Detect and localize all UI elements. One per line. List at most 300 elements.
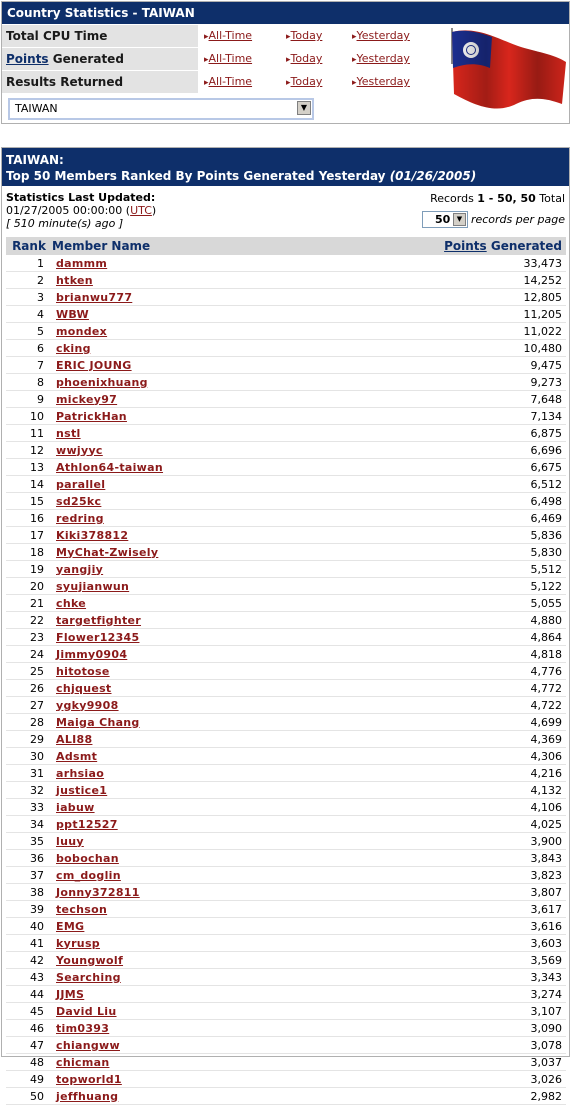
member-points: 6,512	[432, 476, 566, 493]
chevron-down-icon[interactable]: ▼	[297, 101, 311, 115]
link-results-today[interactable]: ▸Today	[286, 75, 323, 88]
table-row	[6, 850, 566, 867]
member-points: 3,078	[432, 1037, 566, 1054]
table-row	[6, 612, 566, 629]
member-name-cell	[52, 986, 432, 1003]
member-name-link[interactable]: yangjiy	[56, 562, 104, 576]
member-name-cell	[52, 544, 432, 561]
table-row	[6, 510, 566, 527]
member-name-link[interactable]: ALI88	[56, 732, 93, 746]
table-row	[6, 476, 566, 493]
arrow-right-icon: ▸	[286, 32, 291, 42]
member-points: 4,772	[432, 680, 566, 697]
member-name-link[interactable]: phoenixhuang	[56, 375, 148, 389]
table-row	[6, 986, 566, 1003]
stat-row-cpu-time	[2, 25, 446, 47]
chevron-down-icon[interactable]: ▼	[453, 213, 466, 226]
table-row	[6, 714, 566, 731]
member-rank: 38	[6, 884, 52, 901]
country-statistics-panel	[1, 1, 570, 124]
member-rank: 10	[6, 408, 52, 425]
member-name-cell	[52, 646, 432, 663]
member-name-link[interactable]: chiangww	[56, 1038, 120, 1052]
utc-link[interactable]: UTC	[130, 204, 152, 217]
link-points-today[interactable]: ▸Today	[286, 52, 323, 65]
member-rank: 12	[6, 442, 52, 459]
member-rank: 48	[6, 1054, 52, 1071]
member-name-link[interactable]: jeffhuang	[56, 1089, 119, 1103]
member-rank: 14	[6, 476, 52, 493]
member-points: 2,982	[432, 1088, 566, 1105]
member-points: 11,022	[432, 323, 566, 340]
member-rank: 37	[6, 867, 52, 884]
table-row	[6, 357, 566, 374]
member-name-cell	[52, 425, 432, 442]
column-rank: Rank	[6, 237, 52, 255]
member-points: 4,699	[432, 714, 566, 731]
table-row	[6, 663, 566, 680]
member-name-cell	[52, 527, 432, 544]
member-points: 3,274	[432, 986, 566, 1003]
table-row	[6, 799, 566, 816]
member-name-link[interactable]: ppt12527	[56, 817, 118, 831]
member-points: 3,343	[432, 969, 566, 986]
member-name-link[interactable]: MyChat-Zwisely	[56, 545, 159, 559]
member-name-cell	[52, 918, 432, 935]
ranking-country: TAIWAN:	[6, 153, 64, 167]
member-name-cell	[52, 935, 432, 952]
member-name-link[interactable]: htken	[56, 273, 93, 287]
member-name-cell	[52, 340, 432, 357]
member-points: 3,090	[432, 1020, 566, 1037]
table-row	[6, 816, 566, 833]
link-results-all-time[interactable]: ▸All-Time	[204, 75, 253, 88]
arrow-right-icon: ▸	[204, 78, 209, 88]
member-name-link[interactable]: cking	[56, 341, 91, 355]
member-name-cell	[52, 442, 432, 459]
table-row	[6, 561, 566, 578]
member-rank: 20	[6, 578, 52, 595]
table-row	[6, 833, 566, 850]
link-results-yesterday[interactable]: ▸Yesterday	[352, 75, 410, 88]
member-points: 6,675	[432, 459, 566, 476]
member-rank: 44	[6, 986, 52, 1003]
member-name-cell	[52, 680, 432, 697]
table-row	[6, 867, 566, 884]
member-name-cell	[52, 952, 432, 969]
member-rank: 21	[6, 595, 52, 612]
member-name-cell	[52, 357, 432, 374]
records-per-page	[422, 211, 565, 229]
member-name-cell	[52, 765, 432, 782]
member-name-link[interactable]: syujianwun	[56, 579, 130, 593]
member-name-cell	[52, 323, 432, 340]
member-points: 6,469	[432, 510, 566, 527]
member-name-link[interactable]: topworld1	[56, 1072, 122, 1086]
member-name-cell	[52, 1037, 432, 1054]
member-name-cell	[52, 782, 432, 799]
arrow-right-icon: ▸	[352, 78, 357, 88]
stat-row-results	[2, 71, 446, 93]
member-rank: 24	[6, 646, 52, 663]
member-name-cell	[52, 1020, 432, 1037]
member-points: 6,875	[432, 425, 566, 442]
panel-title: Country Statistics - TAIWAN	[2, 2, 569, 24]
member-points: 4,722	[432, 697, 566, 714]
member-name-cell	[52, 884, 432, 901]
member-rank: 29	[6, 731, 52, 748]
table-row	[6, 901, 566, 918]
member-rank: 18	[6, 544, 52, 561]
country-select[interactable]	[8, 98, 314, 120]
records-summary: Records 1 - 50, 50 Total	[430, 192, 565, 205]
table-row	[6, 646, 566, 663]
member-name-cell	[52, 493, 432, 510]
member-name-link[interactable]: sd25kc	[56, 494, 102, 508]
member-rank: 23	[6, 629, 52, 646]
member-points: 9,475	[432, 357, 566, 374]
table-header-row	[6, 237, 566, 255]
member-points: 7,134	[432, 408, 566, 425]
member-name-cell	[52, 561, 432, 578]
member-name-cell	[52, 867, 432, 884]
arrow-right-icon: ▸	[204, 32, 209, 42]
member-rank: 49	[6, 1071, 52, 1088]
member-name-link[interactable]: Kiki378812	[56, 528, 129, 542]
member-rank: 4	[6, 306, 52, 323]
member-rank: 8	[6, 374, 52, 391]
member-name-link[interactable]: cm_doglin	[56, 868, 121, 882]
member-name-link[interactable]: mickey97	[56, 392, 118, 406]
stat-label-points: Points Generated	[2, 48, 198, 70]
table-row	[6, 952, 566, 969]
member-points: 14,252	[432, 272, 566, 289]
table-row	[6, 578, 566, 595]
member-name-cell	[52, 374, 432, 391]
table-row	[6, 1088, 566, 1105]
member-points: 4,880	[432, 612, 566, 629]
table-row	[6, 493, 566, 510]
member-name-cell	[52, 476, 432, 493]
table-row	[6, 969, 566, 986]
member-points: 6,696	[432, 442, 566, 459]
member-rank: 11	[6, 425, 52, 442]
member-rank: 19	[6, 561, 52, 578]
member-points: 9,273	[432, 374, 566, 391]
member-name-link[interactable]: Jimmy0904	[56, 647, 128, 661]
table-row	[6, 680, 566, 697]
member-rank: 22	[6, 612, 52, 629]
member-name-link[interactable]: Flower12345	[56, 630, 140, 644]
member-name-cell	[52, 629, 432, 646]
member-points: 4,025	[432, 816, 566, 833]
table-row	[6, 697, 566, 714]
member-rank: 36	[6, 850, 52, 867]
member-name-link[interactable]: Athlon64-taiwan	[56, 460, 164, 474]
member-points: 5,055	[432, 595, 566, 612]
member-name-link[interactable]: brianwu777	[56, 290, 133, 304]
table-row	[6, 255, 566, 272]
member-name-cell	[52, 408, 432, 425]
taiwan-flag-icon	[446, 24, 569, 123]
records-per-page-select[interactable]: 50 ▼	[422, 211, 468, 228]
member-points: 4,216	[432, 765, 566, 782]
arrow-right-icon: ▸	[352, 32, 357, 42]
member-name-link[interactable]: EMG	[56, 919, 85, 933]
member-name-link[interactable]: chicman	[56, 1055, 110, 1069]
member-name-link[interactable]: PatrickHan	[56, 409, 127, 423]
member-rank: 43	[6, 969, 52, 986]
member-rank: 50	[6, 1088, 52, 1105]
member-name-cell	[52, 816, 432, 833]
member-rank: 39	[6, 901, 52, 918]
member-rank: 9	[6, 391, 52, 408]
member-points: 5,836	[432, 527, 566, 544]
link-points-all-time[interactable]: ▸All-Time	[204, 52, 253, 65]
member-points: 4,306	[432, 748, 566, 765]
member-name-link[interactable]: JJMS	[56, 987, 85, 1001]
member-name-link[interactable]: iabuw	[56, 800, 95, 814]
member-name-link[interactable]: justice1	[56, 783, 108, 797]
ranking-table	[6, 237, 566, 1105]
member-points: 6,498	[432, 493, 566, 510]
table-row	[6, 765, 566, 782]
member-name-link[interactable]: ygky9908	[56, 698, 119, 712]
member-name-link[interactable]: Searching	[56, 970, 121, 984]
arrow-right-icon: ▸	[286, 78, 291, 88]
member-points: 4,106	[432, 799, 566, 816]
member-rank: 42	[6, 952, 52, 969]
table-row	[6, 323, 566, 340]
member-points: 4,818	[432, 646, 566, 663]
table-row	[6, 306, 566, 323]
member-name-link[interactable]: wwjyyc	[56, 443, 103, 457]
member-name-link[interactable]: chke	[56, 596, 87, 610]
member-name-cell	[52, 459, 432, 476]
member-points: 3,603	[432, 935, 566, 952]
member-rank: 34	[6, 816, 52, 833]
arrow-right-icon: ▸	[286, 55, 291, 65]
member-name-cell	[52, 799, 432, 816]
member-name-link[interactable]: Jonny372811	[56, 885, 140, 899]
member-name-cell	[52, 1054, 432, 1071]
link-points-yesterday[interactable]: ▸Yesterday	[352, 52, 410, 65]
member-points: 33,473	[432, 255, 566, 272]
member-rank: 25	[6, 663, 52, 680]
stat-label-cpu-time: Total CPU Time	[2, 25, 198, 47]
member-rank: 45	[6, 1003, 52, 1020]
member-rank: 2	[6, 272, 52, 289]
member-rank: 33	[6, 799, 52, 816]
member-rank: 7	[6, 357, 52, 374]
ranking-title: Top 50 Members Ranked By Points Generated Yesterday (01/26/2005)	[6, 169, 477, 183]
member-name-cell	[52, 510, 432, 527]
member-name-cell	[52, 391, 432, 408]
arrow-right-icon: ▸	[204, 55, 209, 65]
arrow-right-icon: ▸	[352, 55, 357, 65]
member-name-link[interactable]: targetfighter	[56, 613, 142, 627]
table-row	[6, 408, 566, 425]
ranking-header	[2, 148, 569, 186]
member-name-link[interactable]: bobochan	[56, 851, 119, 865]
member-rank: 41	[6, 935, 52, 952]
member-ranking-panel	[1, 147, 570, 1103]
member-rank: 16	[6, 510, 52, 527]
member-name-cell	[52, 833, 432, 850]
member-points: 3,807	[432, 884, 566, 901]
member-name-cell	[52, 714, 432, 731]
member-name-cell	[52, 595, 432, 612]
member-points: 4,132	[432, 782, 566, 799]
member-name-cell	[52, 731, 432, 748]
member-points: 3,823	[432, 867, 566, 884]
member-rank: 5	[6, 323, 52, 340]
member-name-cell	[52, 612, 432, 629]
member-points: 5,512	[432, 561, 566, 578]
member-name-link[interactable]: David Liu	[56, 1004, 117, 1018]
member-points: 12,805	[432, 289, 566, 306]
member-name-cell	[52, 255, 432, 272]
member-rank: 46	[6, 1020, 52, 1037]
member-name-cell	[52, 289, 432, 306]
member-points: 10,480	[432, 340, 566, 357]
member-rank: 30	[6, 748, 52, 765]
table-row	[6, 289, 566, 306]
table-row	[6, 1071, 566, 1088]
table-row	[6, 884, 566, 901]
table-row	[6, 374, 566, 391]
table-row	[6, 918, 566, 935]
member-rank: 28	[6, 714, 52, 731]
member-name-link[interactable]: redring	[56, 511, 104, 525]
member-points: 3,900	[432, 833, 566, 850]
member-rank: 47	[6, 1037, 52, 1054]
ranking-rows	[6, 255, 566, 1105]
member-name-cell	[52, 1003, 432, 1020]
ranking-date: (01/26/2005)	[389, 169, 477, 183]
member-name-cell	[52, 901, 432, 918]
member-points: 4,864	[432, 629, 566, 646]
member-rank: 26	[6, 680, 52, 697]
member-rank: 6	[6, 340, 52, 357]
member-name-cell	[52, 272, 432, 289]
member-name-link[interactable]: WBW	[56, 307, 89, 321]
member-name-link[interactable]: techson	[56, 902, 108, 916]
column-member-name: Member Name	[52, 237, 432, 255]
member-points: 4,369	[432, 731, 566, 748]
table-row	[6, 1020, 566, 1037]
table-row	[6, 425, 566, 442]
member-rank: 35	[6, 833, 52, 850]
table-row	[6, 595, 566, 612]
member-name-link[interactable]: luuy	[56, 834, 84, 848]
country-select-value: TAIWAN	[15, 102, 58, 115]
last-updated-info: Statistics Last Updated: 01/27/2005 00:00:00 (UTC) [ 510 minute(s) ago ]	[6, 191, 157, 230]
member-rank: 32	[6, 782, 52, 799]
member-name-cell	[52, 1071, 432, 1088]
table-row	[6, 340, 566, 357]
member-name-link[interactable]: chjquest	[56, 681, 112, 695]
member-name-link[interactable]: Adsmt	[56, 749, 98, 763]
member-name-link[interactable]: ERIC JOUNG	[56, 358, 132, 372]
member-rank: 1	[6, 255, 52, 272]
points-sort-link[interactable]: Points	[444, 239, 487, 253]
member-rank: 15	[6, 493, 52, 510]
table-row	[6, 527, 566, 544]
member-points: 5,122	[432, 578, 566, 595]
member-rank: 27	[6, 697, 52, 714]
table-row	[6, 272, 566, 289]
table-row	[6, 1037, 566, 1054]
minutes-ago: [ 510 minute(s) ago ]	[6, 217, 124, 230]
table-row	[6, 544, 566, 561]
table-row	[6, 459, 566, 476]
link-cpu-all-time[interactable]: ▸All-Time	[204, 29, 253, 42]
table-row	[6, 935, 566, 952]
table-row	[6, 1003, 566, 1020]
member-name-link[interactable]: parallel	[56, 477, 106, 491]
table-row	[6, 442, 566, 459]
member-name-link[interactable]: dammm	[56, 256, 108, 270]
member-points: 7,648	[432, 391, 566, 408]
member-points: 11,205	[432, 306, 566, 323]
member-points: 3,843	[432, 850, 566, 867]
points-link[interactable]: Points	[6, 52, 49, 66]
member-name-link[interactable]: Youngwolf	[56, 953, 124, 967]
records-per-page-label: records per page	[470, 213, 565, 226]
stat-row-points	[2, 48, 446, 70]
member-name-link[interactable]: kyrusp	[56, 936, 100, 950]
member-name-link[interactable]: hitotose	[56, 664, 110, 678]
member-points: 3,026	[432, 1071, 566, 1088]
link-cpu-yesterday[interactable]: ▸Yesterday	[352, 29, 410, 42]
member-points: 3,616	[432, 918, 566, 935]
member-name-link[interactable]: nstl	[56, 426, 81, 440]
stat-label-results: Results Returned	[2, 71, 198, 93]
member-name-cell	[52, 578, 432, 595]
table-row	[6, 731, 566, 748]
member-rank: 3	[6, 289, 52, 306]
member-name-cell	[52, 850, 432, 867]
member-name-cell	[52, 748, 432, 765]
last-updated-label: Statistics Last Updated:	[6, 191, 156, 204]
member-points: 3,107	[432, 1003, 566, 1020]
member-name-link[interactable]: Maiga Chang	[56, 715, 140, 729]
member-name-cell	[52, 1088, 432, 1105]
member-rank: 13	[6, 459, 52, 476]
member-points: 3,617	[432, 901, 566, 918]
member-points: 5,830	[432, 544, 566, 561]
member-name-cell	[52, 969, 432, 986]
column-points-generated: Points Generated	[432, 237, 566, 255]
member-rank: 40	[6, 918, 52, 935]
member-name-cell	[52, 663, 432, 680]
member-rank: 17	[6, 527, 52, 544]
member-points: 3,037	[432, 1054, 566, 1071]
link-cpu-today[interactable]: ▸Today	[286, 29, 323, 42]
member-rank: 31	[6, 765, 52, 782]
member-name-link[interactable]: tim0393	[56, 1021, 110, 1035]
table-row	[6, 391, 566, 408]
member-name-cell	[52, 306, 432, 323]
member-name-link[interactable]: arhsiao	[56, 766, 105, 780]
member-name-cell	[52, 697, 432, 714]
table-row	[6, 748, 566, 765]
member-name-link[interactable]: mondex	[56, 324, 108, 338]
table-row	[6, 1054, 566, 1071]
table-row	[6, 782, 566, 799]
table-row	[6, 629, 566, 646]
